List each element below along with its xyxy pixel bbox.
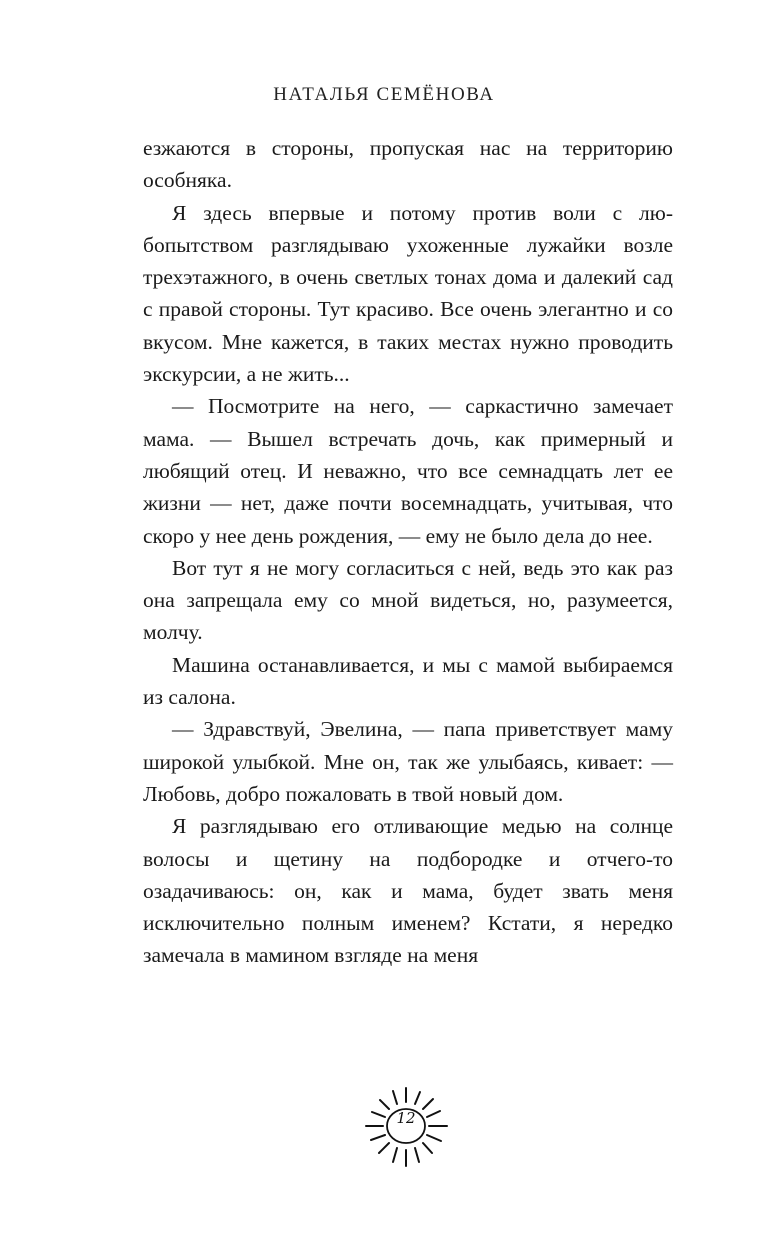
paragraph: Вот тут я не могу согласиться с ней, ведь это как раз она запрещала ему со мной видеться, но, разумеется, молчу.: [143, 555, 673, 645]
paragraph: — Здравствуй, Эвелина, — папа приветствует маму широкой улыбкой. Мне он, так же улыбаясь, кивает: — Любовь, добро пожаловать в твой новый дом.: [143, 717, 673, 806]
paragraph: Машина останавливается, и мы с мамой выбираемся из салона.: [143, 652, 673, 710]
paragraph: Я разглядываю его отливающие медью на солнце волосы и щетину на подбородке и отчего-то озадачиваюсь: он, как и мама, будет звать меня исключительно полным именем? Кстати, я нередко замечала в мамином взгляде на меня: [143, 814, 673, 968]
paragraph: Я здесь впервые и потому против воли с любопытством разглядываю ухоженные лужайки возле трехэтажного, в очень светлых тонах дома и далекий сад с правой стороны. Тут красиво. Все очень элегантно и со вкусом. Мне кажется, в таких местах нужно проводить экскурсии, а не жить...: [143, 200, 673, 387]
page-number: 12: [396, 1109, 416, 1127]
page-number-ornament: [356, 1080, 456, 1172]
paragraph-continuation: езжаются в стороны, пропуская нас на территорию особняка.: [143, 136, 673, 193]
body-text: [143, 132, 673, 972]
paragraph: — Посмотрите на него, — саркастично замечает мама. — Вышел встречать дочь, как примерный и любящий отец. И неважно, что все семнадцать лет ее жизни — нет, даже почти восемнадцать, учитывая, что скоро у нее день рождения, — ему не было дела до нее.: [143, 394, 673, 548]
running-header-author: НАТАЛЬЯ СЕМЁНОВА: [273, 84, 495, 105]
